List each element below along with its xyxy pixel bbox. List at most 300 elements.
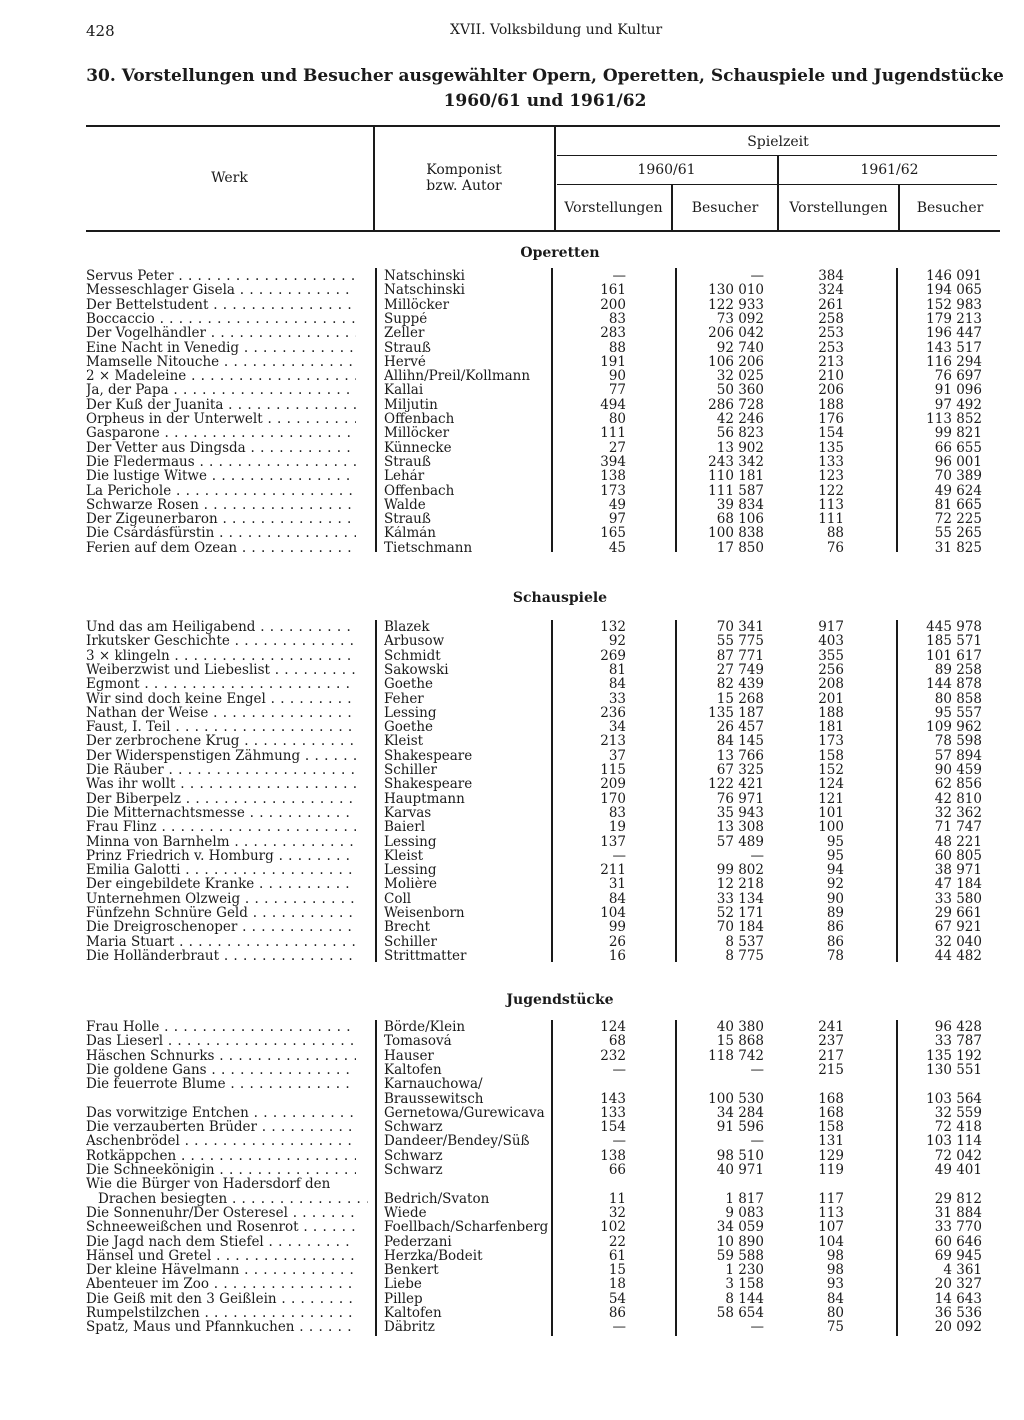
cell-komponist: Schwarz <box>384 1163 443 1178</box>
cell-besucher-1960: 32 025 <box>716 368 764 385</box>
cell-vorstellungen-1960: 18 <box>608 1276 626 1293</box>
table-row <box>0 777 1024 791</box>
cell-besucher-1961: 20 092 <box>934 1319 982 1336</box>
cell-vorstellungen-1961: 86 <box>826 933 844 950</box>
cell-besucher-1960: 1 817 <box>725 1190 764 1207</box>
table-row <box>0 426 1024 440</box>
cell-werk: Unternehmen Ölzweig . . . <box>86 892 356 906</box>
cell-vorstellungen-1961: 100 <box>818 819 844 836</box>
cell-vorstellungen-1961: 131 <box>818 1133 844 1150</box>
cell-vorstellungen-1961: 113 <box>818 496 844 513</box>
cell-werk: Was ihr wollt . . . <box>86 777 356 791</box>
cell-komponist: Tomasová <box>384 1034 452 1049</box>
cell-besucher-1961: 4 361 <box>943 1262 982 1279</box>
table-row <box>0 526 1024 540</box>
cell-besucher-1961: 445 978 <box>926 619 982 635</box>
cell-besucher-1961: 78 598 <box>934 733 982 750</box>
cell-besucher-1960: 110 181 <box>708 468 764 485</box>
table-row <box>0 1049 1024 1063</box>
cell-besucher-1961: 109 962 <box>926 719 982 736</box>
cell-komponist: Karvas <box>384 805 432 821</box>
cell-vorstellungen-1961: 241 <box>818 1019 844 1035</box>
cell-komponist: Offenbach <box>384 412 455 427</box>
cell-vorstellungen-1961: 173 <box>818 733 844 750</box>
cell-werk: La Perichole . . . <box>86 484 356 498</box>
table-row <box>0 1220 1024 1234</box>
header-werk: Werk <box>211 170 248 186</box>
cell-vorstellungen-1960: 26 <box>608 933 626 950</box>
cell-besucher-1961: 49 401 <box>934 1162 982 1178</box>
header-bottom-rule <box>86 230 1000 232</box>
table-row <box>0 734 1024 748</box>
cell-komponist: Hauser <box>384 1048 434 1063</box>
cell-komponist: Offenbach <box>384 483 455 498</box>
cell-vorstellungen-1960: 137 <box>600 833 626 850</box>
cell-besucher-1960: 10 890 <box>716 1233 764 1250</box>
cell-vorstellungen-1960: 161 <box>600 282 626 299</box>
cell-besucher-1961: 103 564 <box>926 1090 982 1107</box>
cell-vorstellungen-1960: 115 <box>600 762 626 778</box>
table-row <box>0 1320 1024 1334</box>
cell-besucher-1961: 67 921 <box>934 919 982 936</box>
cell-vorstellungen-1960: — <box>612 1061 626 1078</box>
cell-besucher-1960: 111 587 <box>708 482 764 499</box>
cell-vorstellungen-1960: 173 <box>600 482 626 499</box>
cell-vorstellungen-1960: — <box>612 268 626 284</box>
cell-besucher-1960: — <box>750 847 764 864</box>
cell-komponist: Hauptmann <box>384 791 465 806</box>
cell-besucher-1960: — <box>750 1061 764 1078</box>
cell-vorstellungen-1960: 80 <box>608 411 626 427</box>
cell-besucher-1960: 39 834 <box>716 496 764 513</box>
cell-vorstellungen-1960: 269 <box>600 647 626 664</box>
cell-komponist: Strauß <box>384 512 431 527</box>
cell-werk: Wie die Bürger von Hadersdorf den <box>86 1176 331 1193</box>
table-row <box>0 469 1024 483</box>
cell-besucher-1961: 14 643 <box>934 1290 982 1307</box>
cell-vorstellungen-1961: 84 <box>826 1290 844 1307</box>
cell-vorstellungen-1961: 201 <box>818 690 844 707</box>
table-row <box>0 1163 1024 1177</box>
cell-besucher-1961: 38 971 <box>934 862 982 879</box>
cell-besucher-1961: 113 852 <box>926 411 982 427</box>
cell-werk: Irkutsker Geschichte . . . <box>86 634 356 648</box>
cell-vorstellungen-1961: 121 <box>818 790 844 807</box>
cell-vorstellungen-1960: 111 <box>600 425 626 442</box>
cell-werk: Häschen Schnurks . . . <box>86 1049 356 1063</box>
table-row <box>0 1277 1024 1291</box>
cell-vorstellungen-1960: 49 <box>608 496 626 513</box>
cell-besucher-1960: 100 530 <box>708 1090 764 1107</box>
table-row <box>0 298 1024 312</box>
cell-werk: Nathan der Weise . . . <box>86 706 356 720</box>
cell-komponist: Tietschmann <box>384 540 473 555</box>
table-row <box>0 935 1024 949</box>
cell-besucher-1961: 144 878 <box>926 676 982 693</box>
cell-vorstellungen-1961: 215 <box>818 1061 844 1078</box>
cell-vorstellungen-1961: 111 <box>818 511 844 528</box>
cell-werk: Schwarze Rosen . . . <box>86 498 356 512</box>
cell-werk: Rumpelstilzchen . . . <box>86 1306 356 1320</box>
cell-komponist: Pederzani <box>384 1234 452 1249</box>
cell-werk: Die Räuber . . . <box>86 763 356 777</box>
cell-vorstellungen-1960: 45 <box>608 539 626 556</box>
cell-vorstellungen-1960: 211 <box>600 862 626 879</box>
cell-werk: Die Jagd nach dem Stiefel . . . <box>86 1235 356 1249</box>
cell-komponist: Schmidt <box>384 648 441 663</box>
cell-werk: Das vorwitzige Entchen . . . <box>86 1106 356 1120</box>
cell-besucher-1960: 87 771 <box>716 647 764 664</box>
cell-besucher-1961: 70 389 <box>934 468 982 485</box>
cell-werk: Das Lieserl . . . <box>86 1034 356 1048</box>
cell-besucher-1961: 152 983 <box>926 296 982 313</box>
cell-besucher-1960: 8 775 <box>725 947 764 964</box>
cell-vorstellungen-1961: 88 <box>826 525 844 542</box>
section-title: Operetten <box>520 245 600 261</box>
cell-vorstellungen-1960: 200 <box>600 296 626 313</box>
cell-vorstellungen-1960: 283 <box>600 325 626 342</box>
cell-komponist: Kaltofen <box>384 1062 442 1078</box>
cell-besucher-1960: 9 083 <box>725 1204 764 1221</box>
cell-besucher-1961: 72 042 <box>934 1147 982 1164</box>
cell-vorstellungen-1961: 256 <box>818 661 844 678</box>
cell-vorstellungen-1961: 324 <box>818 282 844 299</box>
table-row <box>0 1235 1024 1249</box>
cell-besucher-1960: 13 902 <box>716 439 764 456</box>
cell-vorstellungen-1960: 394 <box>600 453 626 470</box>
header-vorstellungen-1960: Vorstellungen <box>564 200 663 216</box>
cell-komponist: Feher <box>384 691 424 706</box>
table-row <box>0 1149 1024 1163</box>
cell-komponist: Millöcker <box>384 297 450 312</box>
cell-vorstellungen-1961: 119 <box>818 1162 844 1178</box>
cell-besucher-1960: 91 596 <box>716 1119 764 1136</box>
cell-werk: Frau Holle . . . <box>86 1020 356 1034</box>
table-title-line1: 30. Vorstellungen und Besucher ausgewählter Opern, Operetten, Schauspiele und Jugendstücke <box>86 66 1004 86</box>
cell-vorstellungen-1960: 104 <box>600 905 626 921</box>
cell-vorstellungen-1961: 123 <box>818 468 844 485</box>
cell-vorstellungen-1960: 33 <box>608 690 626 707</box>
cell-besucher-1960: — <box>750 1133 764 1150</box>
cell-besucher-1961: 91 096 <box>934 382 982 399</box>
section-title: Schauspiele <box>512 590 608 606</box>
cell-werk: Egmont . . . <box>86 677 356 691</box>
cell-komponist: Miljutin <box>384 397 438 412</box>
cell-besucher-1960: 33 134 <box>716 890 764 907</box>
cell-vorstellungen-1961: 133 <box>818 453 844 470</box>
cell-vorstellungen-1960: 170 <box>600 790 626 807</box>
cell-vorstellungen-1961: 261 <box>818 296 844 313</box>
cell-komponist: Benkert <box>384 1263 439 1278</box>
cell-werk: Emilia Galotti . . . <box>86 863 356 877</box>
cell-komponist: Sakowski <box>384 662 449 678</box>
cell-komponist: Weisenborn <box>384 906 465 921</box>
table-row <box>0 1034 1024 1048</box>
table-row <box>0 906 1024 920</box>
table-row <box>0 283 1024 297</box>
cell-vorstellungen-1961: 135 <box>818 439 844 456</box>
cell-besucher-1961: 76 697 <box>934 368 982 385</box>
cell-komponist: Kallai <box>384 383 424 398</box>
cell-komponist: Lessing <box>384 863 437 878</box>
cell-vorstellungen-1961: 89 <box>826 905 844 921</box>
cell-werk: Der Vogelhändler . . . <box>86 326 356 340</box>
cell-werk: Die feuerrote Blume . . . <box>86 1077 356 1091</box>
cell-werk: Der Bettelstudent . . . <box>86 298 356 312</box>
cell-vorstellungen-1961: 113 <box>818 1204 844 1221</box>
cell-komponist: Lessing <box>384 834 437 849</box>
table-row <box>0 369 1024 383</box>
cell-vorstellungen-1960: 84 <box>608 890 626 907</box>
cell-werk: 3 × klingeln . . . <box>86 649 356 663</box>
table-row <box>0 383 1024 397</box>
table-row <box>0 1306 1024 1320</box>
cell-werk: Die Fledermaus . . . <box>86 455 356 469</box>
cell-vorstellungen-1960: 494 <box>600 396 626 413</box>
cell-besucher-1961: 99 821 <box>934 425 982 442</box>
cell-komponist: Kleist <box>384 734 424 749</box>
cell-komponist: Lehár <box>384 469 425 484</box>
cell-werk: Mamselle Nitouche . . . <box>86 355 356 369</box>
cell-besucher-1960: 3 158 <box>725 1276 764 1293</box>
cell-vorstellungen-1960: 66 <box>608 1162 626 1178</box>
cell-besucher-1960: 26 457 <box>716 719 764 736</box>
cell-werk: Hänsel und Gretel . . . <box>86 1249 356 1263</box>
cell-komponist: Coll <box>384 891 412 906</box>
cell-vorstellungen-1960: 97 <box>608 511 626 528</box>
cell-vorstellungen-1960: 34 <box>608 719 626 736</box>
cell-besucher-1961: 60 646 <box>934 1233 982 1250</box>
cell-werk: Weiberzwist und Liebeslist . . . <box>86 663 356 677</box>
header-besucher-1960: Besucher <box>691 200 759 216</box>
table-row <box>0 1106 1024 1120</box>
cell-besucher-1960: 50 360 <box>716 382 764 399</box>
table-row <box>0 677 1024 691</box>
table-row <box>0 877 1024 891</box>
cell-besucher-1961: 29 661 <box>934 905 982 921</box>
cell-vorstellungen-1961: 213 <box>818 353 844 370</box>
cell-komponist: Schiller <box>384 934 437 949</box>
cell-besucher-1961: 42 810 <box>934 790 982 807</box>
cell-besucher-1960: 58 654 <box>716 1305 764 1321</box>
cell-besucher-1960: 118 742 <box>708 1047 764 1064</box>
cell-besucher-1960: 15 868 <box>716 1033 764 1050</box>
cell-besucher-1960: 56 823 <box>716 425 764 442</box>
cell-werk: Ja, der Papa . . . <box>86 383 356 397</box>
table-row <box>0 649 1024 663</box>
cell-besucher-1960: 8 537 <box>725 933 764 950</box>
table-row <box>0 863 1024 877</box>
cell-werk: Gasparone . . . <box>86 426 356 440</box>
cell-vorstellungen-1961: 253 <box>818 339 844 356</box>
cell-werk: Spatz, Maus und Pfannkuchen . . . <box>86 1320 356 1334</box>
cell-besucher-1961: 72 418 <box>934 1119 982 1136</box>
cell-vorstellungen-1961: 154 <box>818 425 844 442</box>
cell-vorstellungen-1961: 98 <box>826 1262 844 1279</box>
cell-vorstellungen-1961: 188 <box>818 396 844 413</box>
cell-vorstellungen-1960: 209 <box>600 776 626 793</box>
table-row <box>0 1263 1024 1277</box>
cell-besucher-1961: 31 884 <box>934 1204 982 1221</box>
table-row <box>0 412 1024 426</box>
cell-komponist: Brecht <box>384 920 431 935</box>
cell-besucher-1960: 40 971 <box>716 1162 764 1178</box>
header-season-1961: 1961/62 <box>860 162 919 178</box>
cell-komponist: Blazek <box>384 620 430 635</box>
table-row <box>0 1092 1024 1106</box>
cell-vorstellungen-1960: 81 <box>608 661 626 678</box>
cell-besucher-1961: 135 192 <box>926 1047 982 1064</box>
cell-besucher-1960: 57 489 <box>716 833 764 850</box>
cell-besucher-1961: 32 040 <box>934 933 982 950</box>
table-row <box>0 620 1024 634</box>
cell-werk: Aschenbrödel . . . <box>86 1134 356 1148</box>
cell-vorstellungen-1961: 122 <box>818 482 844 499</box>
table-title <box>80 64 1010 114</box>
cell-vorstellungen-1960: 86 <box>608 1305 626 1321</box>
cell-besucher-1960: 8 144 <box>725 1290 764 1307</box>
cell-komponist: Braussewitsch <box>384 1091 484 1106</box>
cell-besucher-1961: 55 265 <box>934 525 982 542</box>
cell-besucher-1961: 32 559 <box>934 1104 982 1121</box>
cell-besucher-1961: 47 184 <box>934 876 982 893</box>
cell-werk: Minna von Barnhelm . . . <box>86 835 356 849</box>
cell-vorstellungen-1961: 208 <box>818 676 844 693</box>
cell-vorstellungen-1961: 168 <box>818 1090 844 1107</box>
cell-werk: Der Widerspenstigen Zähmung . . . <box>86 749 356 763</box>
table-row <box>0 1249 1024 1263</box>
section-title: Jugendstücke <box>506 992 614 1008</box>
page-number: 428 <box>86 22 115 40</box>
cell-vorstellungen-1960: 138 <box>600 468 626 485</box>
cell-vorstellungen-1960: 15 <box>608 1262 626 1279</box>
cell-vorstellungen-1961: 355 <box>818 647 844 664</box>
table-row <box>0 1292 1024 1306</box>
cell-komponist: Suppé <box>384 311 428 327</box>
cell-besucher-1961: 185 571 <box>926 633 982 650</box>
table-row <box>0 1206 1024 1220</box>
cell-besucher-1960: 73 092 <box>716 310 764 327</box>
cell-werk: Schneeweißchen und Rosenrot . . . <box>86 1220 356 1234</box>
table-row <box>0 398 1024 412</box>
cell-komponist: Molière <box>384 877 438 892</box>
cell-besucher-1960: 135 187 <box>708 704 764 721</box>
table-row <box>0 312 1024 326</box>
cell-vorstellungen-1961: 93 <box>826 1276 844 1293</box>
cell-vorstellungen-1960: 83 <box>608 804 626 821</box>
cell-werk: Maria Stuart . . . <box>86 935 356 949</box>
header-spielzeit: Spielzeit <box>747 134 809 150</box>
cell-besucher-1960: 99 802 <box>716 862 764 879</box>
cell-werk: Rotkäppchen . . . <box>86 1149 356 1163</box>
table-row <box>0 849 1024 863</box>
table-row <box>0 806 1024 820</box>
cell-besucher-1960: 12 218 <box>716 876 764 893</box>
cell-besucher-1961: 66 655 <box>934 439 982 456</box>
cell-komponist: Shakespeare <box>384 777 473 792</box>
cell-besucher-1961: 80 858 <box>934 690 982 707</box>
cell-besucher-1961: 72 225 <box>934 511 982 528</box>
cell-vorstellungen-1960: 22 <box>608 1233 626 1250</box>
cell-werk: Der zerbrochene Krug . . . <box>86 734 356 748</box>
cell-komponist: Goethe <box>384 677 434 692</box>
cell-komponist: Däbritz <box>384 1320 435 1335</box>
cell-komponist: Strauß <box>384 340 431 355</box>
cell-werk: Servus Peter . . . <box>86 269 356 283</box>
table-row <box>0 541 1024 555</box>
cell-vorstellungen-1960: 11 <box>608 1190 626 1207</box>
cell-komponist: Schwarz <box>384 1148 443 1163</box>
cell-vorstellungen-1960: — <box>612 847 626 864</box>
table-row <box>0 1192 1024 1206</box>
cell-vorstellungen-1960: 90 <box>608 368 626 385</box>
cell-vorstellungen-1961: 129 <box>818 1147 844 1164</box>
cell-vorstellungen-1960: 133 <box>600 1104 626 1121</box>
table-row <box>0 720 1024 734</box>
cell-komponist: Foellbach/Scharfenberg <box>384 1220 549 1235</box>
cell-komponist: Börde/Klein <box>384 1020 466 1035</box>
cell-komponist: Liebe <box>384 1277 422 1292</box>
cell-werk: Ferien auf dem Ozean . . . <box>86 541 356 555</box>
cell-besucher-1960: 34 284 <box>716 1104 764 1121</box>
cell-vorstellungen-1960: 102 <box>600 1219 626 1236</box>
cell-besucher-1961: 33 770 <box>934 1219 982 1236</box>
cell-komponist: Karnauchowa/ <box>384 1077 483 1092</box>
cell-besucher-1960: 67 325 <box>716 762 764 778</box>
cell-werk: Frau Flinz . . . <box>86 820 356 834</box>
cell-komponist: Gernetowa/Gurewicava <box>384 1105 545 1121</box>
cell-werk: Die lustige Witwe . . . <box>86 469 356 483</box>
cell-besucher-1961: 60 805 <box>934 847 982 864</box>
cell-vorstellungen-1961: 217 <box>818 1047 844 1064</box>
cell-besucher-1961: 71 747 <box>934 819 982 836</box>
cell-vorstellungen-1960: 88 <box>608 339 626 356</box>
cell-besucher-1960: 55 775 <box>716 633 764 650</box>
cell-besucher-1961: 179 213 <box>926 310 982 327</box>
table-row <box>0 749 1024 763</box>
cell-besucher-1960: 106 206 <box>708 353 764 370</box>
cell-werk: Die Csárdásfürstin . . . <box>86 526 356 540</box>
cell-komponist: Kálmán <box>384 526 436 541</box>
cell-komponist: Shakespeare <box>384 748 473 763</box>
cell-besucher-1961: 116 294 <box>926 353 982 370</box>
cell-besucher-1961: 143 517 <box>926 339 982 356</box>
cell-komponist: Arbusow <box>384 634 445 649</box>
cell-vorstellungen-1961: 95 <box>826 847 844 864</box>
cell-besucher-1961: 96 001 <box>934 453 982 470</box>
cell-werk: 2 × Madeleine . . . <box>86 369 356 383</box>
cell-komponist: Natschinski <box>384 269 465 284</box>
table-row <box>0 692 1024 706</box>
cell-komponist: Millöcker <box>384 426 450 441</box>
cell-vorstellungen-1961: 98 <box>826 1247 844 1264</box>
table-row <box>0 634 1024 648</box>
cell-vorstellungen-1961: 86 <box>826 919 844 936</box>
cell-vorstellungen-1960: 124 <box>600 1019 626 1035</box>
cell-vorstellungen-1961: 95 <box>826 833 844 850</box>
cell-besucher-1961: 101 617 <box>926 647 982 664</box>
cell-komponist: Schwarz <box>384 1120 443 1135</box>
cell-besucher-1961: 103 114 <box>926 1133 982 1150</box>
header-vorstellungen-1961: Vorstellungen <box>789 200 888 216</box>
cell-vorstellungen-1961: 124 <box>818 776 844 793</box>
table-row <box>0 1063 1024 1077</box>
table-row <box>0 341 1024 355</box>
cell-vorstellungen-1961: 107 <box>818 1219 844 1236</box>
table-row <box>0 763 1024 777</box>
table-row <box>0 835 1024 849</box>
cell-besucher-1960: 15 268 <box>716 690 764 707</box>
